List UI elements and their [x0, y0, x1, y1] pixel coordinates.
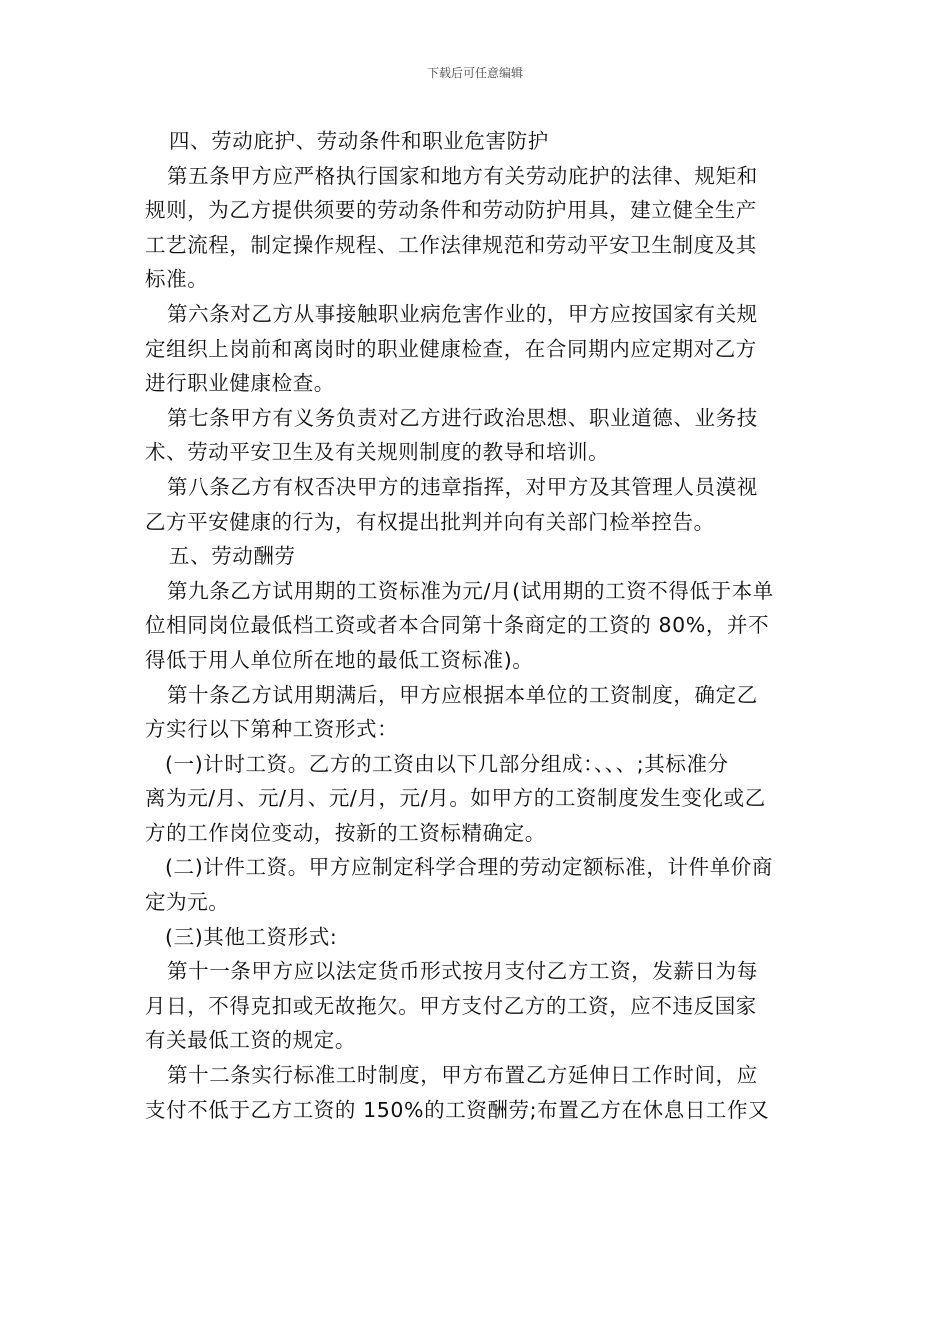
text-line: 进行职业健康检查。 [145, 371, 335, 396]
text-line: 第十条乙方试用期满后，甲方应根据本单位的工资制度，确定乙 [167, 682, 758, 707]
text-line: 定为元。 [145, 890, 230, 915]
text-line: 第十二条实行标准工时制度，甲方布置乙方延伸日工作时间，应 [167, 1063, 758, 1088]
paragraph [145, 678, 810, 747]
paragraph [145, 574, 810, 678]
text-line: 得低于用人单位所在地的最低工资标准)。 [145, 647, 534, 672]
document-body [145, 124, 810, 1127]
paragraph [145, 297, 810, 401]
text-line: 第八条乙方有权否决甲方的违章指挥，对甲方及其管理人员漠视 [167, 474, 758, 499]
text-line: 方的工作岗位变动，按新的工资标精确定。 [145, 820, 546, 845]
text-line: 标准。 [145, 267, 209, 292]
text-line: 方实行以下第种工资形式： [145, 717, 399, 742]
text-line: (三)其他工资形式: [165, 924, 338, 949]
text-line: 第五条甲方应严格执行国家和地方有关劳动庇护的法律、规矩和 [167, 163, 758, 188]
paragraph [145, 470, 810, 539]
text-line: (二)计件工资。甲方应制定科学合理的劳动定额标准，计件单价商 [165, 855, 773, 880]
paragraph [145, 747, 810, 851]
page-header: 下载后可任意编辑 [426, 66, 523, 80]
text-line: 支付不低于乙方工资的 150%的工资酬劳;布置乙方在休息日工作又 [145, 1097, 770, 1122]
section-heading [145, 124, 810, 159]
text-line: (一)计时工资。乙方的工资由以下几部分组成：、、、;其标准分 [165, 751, 729, 776]
text-line: 离为元/月、元/月、元/月，元/月。如甲方的工资制度发生变化或乙 [145, 786, 766, 811]
paragraph [145, 401, 810, 470]
text-line: 位相同岗位最低档工资或者本合同第十条商定的工资的 80%，并不 [145, 613, 770, 638]
text-line: 定组织上岗前和离岗时的职业健康检查，在合同期内应定期对乙方 [145, 336, 757, 361]
text-line: 五、劳动酬劳 [169, 544, 296, 569]
text-line: 第七条甲方有义务负责对乙方进行政治思想、职业道德、业务技 [167, 405, 758, 430]
text-line: 术、劳动平安卫生及有关规则制度的教导和培训。 [145, 440, 610, 465]
paragraph [145, 159, 810, 297]
text-line: 有关最低工资的规定。 [145, 1028, 356, 1053]
text-line: 四、劳动庇护、劳动条件和职业危害防护 [169, 129, 549, 153]
text-line: 月日，不得克扣或无故拖欠。甲方支付乙方的工资，应不违反国家 [145, 993, 757, 1018]
paragraph [145, 850, 810, 919]
section-heading [145, 539, 810, 574]
paragraph [145, 954, 810, 1058]
text-line: 乙方平安健康的行为，有权提出批判并向有关部门检举控告。 [145, 509, 715, 534]
text-line: 第六条对乙方从事接触职业病危害作业的，甲方应按国家有关规 [167, 301, 758, 326]
text-line: 规则，为乙方提供须要的劳动条件和劳动防护用具，建立健全生产 [145, 198, 757, 223]
text-line: 工艺流程，制定操作规程、工作法律规范和劳动平安卫生制度及其 [145, 232, 757, 257]
paragraph [145, 1058, 810, 1127]
paragraph [145, 920, 810, 955]
text-line: 第十一条甲方应以法定货币形式按月支付乙方工资，发薪日为每 [167, 959, 758, 984]
text-line: 第九条乙方试用期的工资标准为元/月(试用期的工资不得低于本单 [167, 578, 774, 603]
